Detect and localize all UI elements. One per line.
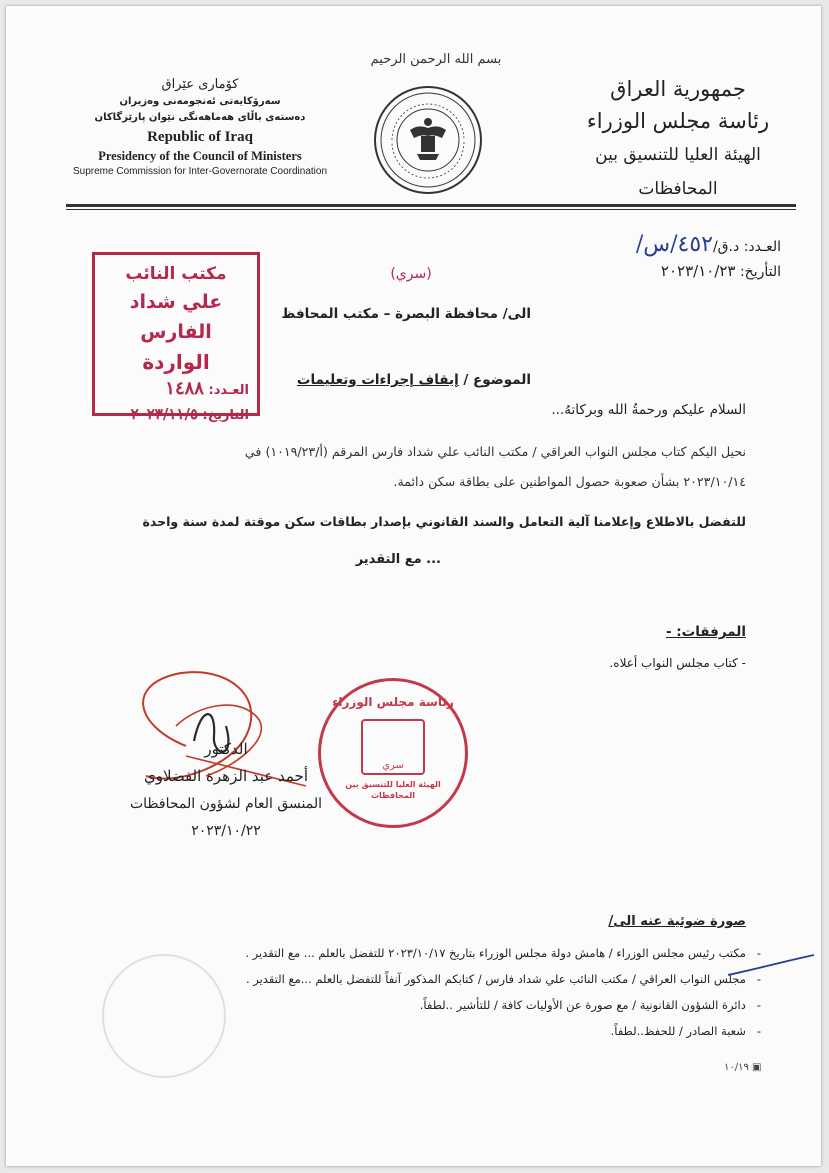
- attachments-title: المرفقات: -: [665, 624, 746, 640]
- signature-block: [126, 736, 326, 844]
- signature-date: ٢٠٢٣/١٠/٢٢: [191, 823, 261, 839]
- kurdish-presidency: سەرۆکایەتی ئەنجومەنی وەزیران: [119, 96, 281, 107]
- stamp-date: [95, 403, 257, 427]
- monitor-icon: ▣: [752, 1062, 762, 1073]
- stamp-number: [95, 377, 257, 403]
- document-page: [6, 6, 821, 1166]
- number-label: العـدد:: [743, 239, 781, 255]
- stamp-date-value: ٢٠٢٣/١١/٥: [130, 405, 198, 423]
- cc-item: - مكتب رئيس مجلس الوزراء / هامش دولة مجلس الوزراء بتاريخ ٢٠٢٣/١٠/١٧ للتفضل بالعلم ... مع التقدير .: [245, 946, 761, 960]
- basmala: بسم الله الرحمن الرحيم: [370, 52, 502, 67]
- classification: (سري): [390, 266, 432, 282]
- round-stamp-emblem-icon: [361, 719, 425, 775]
- subject-line: [271, 372, 531, 388]
- header-left: [66, 76, 334, 179]
- stamp-type: الواردة: [142, 350, 210, 374]
- reference-number: [521, 232, 781, 257]
- english-presidency: Presidency of the Council of Ministers: [98, 149, 302, 163]
- cc-item-text: شعبة الصادر / للحفظ..لطفاً.: [610, 1024, 746, 1038]
- subject-label: الموضوع /: [463, 372, 531, 388]
- footer-code-text: ١٠/١٩: [724, 1062, 749, 1073]
- cc-title: صورة ضوئية عنه الى/: [608, 914, 746, 929]
- subject-text: إيقاف إجراءات وتعليمات: [296, 372, 459, 388]
- cc-item-text: مكتب رئيس مجلس الوزراء / هامش دولة مجلس الوزراء بتاريخ ٢٠٢٣/١٠/١٧ للتفضل بالعلم ... مع التقدير .: [245, 946, 746, 960]
- blue-pen-mark: [726, 951, 816, 981]
- recipient: الى/ محافظة البصرة – مكتب المحافظ: [281, 306, 531, 322]
- english-country: Republic of Iraq: [147, 129, 253, 145]
- signature-title: الدكتور: [204, 740, 248, 758]
- body-line-3: للتفضل بالاطلاع وإعلامنا آلية التعامل والسند القانوني بإصدار بطاقات سكن موقتة لمدة سنة واحدة: [142, 514, 746, 529]
- cc-item-text: مجلس النواب العراقي / مكتب النائب علي شداد فارس / كتابكم المذكور آنفاً للتفضل بالعلم ...مع التقدير .: [245, 972, 746, 986]
- english-commission: Supreme Commission for Inter-Governorate Coordination: [73, 166, 327, 177]
- header-rule-thin: [66, 209, 796, 210]
- stamp-number-label: العـدد:: [208, 383, 249, 398]
- stamp-number-value: ١٤٨٨: [165, 378, 204, 399]
- header-commission: الهيئة العليا للتنسيق بين المحافظات: [595, 145, 761, 199]
- cc-item: - شعبة الصادر / للحفظ..لطفاً.: [610, 1024, 761, 1038]
- body-line-4: ... مع التقدير: [355, 552, 441, 567]
- attachment-item: - كتاب مجلس النواب أعلاه.: [609, 656, 746, 670]
- attachment-item-text: كتاب مجلس النواب أعلاه.: [609, 656, 738, 670]
- faded-seal-watermark: [102, 954, 226, 1078]
- signature-name: أحمد عبد الزهرة الفضلاوي: [144, 767, 308, 785]
- kurdish-commission: دەستەی باڵای هەماهەنگی نێوان پارێزگاکان: [94, 112, 306, 123]
- coat-of-arms-seal: [372, 84, 484, 196]
- body-line-1: نحيل اليكم كتاب مجلس النواب العراقي / مكتب النائب علي شداد فارس المرقم (أ/١٠١٩/٢٣) في: [244, 444, 746, 459]
- cc-item: - مجلس النواب العراقي / مكتب النائب علي شداد فارس / كتابكم المذكور آنفاً للتفضل بالعلم ...مع التقدير .: [245, 972, 761, 986]
- body-line-2: ٢٠٢٣/١٠/١٤ بشأن صعوبة حصول المواطنين على بطاقة سكن دائمة.: [393, 474, 746, 489]
- round-stamp-inner: سري: [382, 760, 404, 771]
- number-handwritten: ٤٥٢/س/: [635, 232, 713, 257]
- incoming-stamp: [92, 252, 260, 423]
- cc-item: - دائرة الشؤون القانونية / مع صورة عن الأوليات كافة / للتأشير ..لطفاً.: [419, 998, 761, 1012]
- stamp-office: مكتب النائب: [125, 264, 227, 284]
- header-country: جمهورية العراق: [610, 77, 746, 101]
- cc-item-text: دائرة الشؤون القانونية / مع صورة عن الأوليات كافة / للتأشير ..لطفاً.: [419, 998, 746, 1012]
- date-value: ٢٠٢٣/١٠/٢٣: [660, 262, 736, 280]
- number-prefix: د.ق/: [712, 239, 740, 255]
- header-presidency: رئاسة مجلس الوزراء: [586, 109, 770, 133]
- round-stamp-text: رئاسة مجلس الوزراء: [332, 695, 454, 709]
- signature-position: المنسق العام لشؤون المحافظات: [129, 796, 323, 812]
- header-right: [563, 74, 793, 206]
- stamp-name: علي شداد الفارس: [129, 291, 223, 343]
- date-label: التأريخ:: [739, 264, 781, 280]
- kurdish-country: كۆماری عێراق: [161, 77, 239, 92]
- round-stamp-subtext: الهيئة العليا للتنسيق بين المحافظات: [345, 780, 441, 800]
- stamp-date-label: التاريخ:: [202, 408, 249, 423]
- round-official-stamp: [318, 678, 468, 828]
- footer-code: [724, 1062, 762, 1073]
- header-rule: [66, 204, 796, 207]
- greeting: السلام عليكم ورحمةُ الله وبركاتهُ...: [551, 402, 746, 418]
- reference-date: [521, 262, 781, 280]
